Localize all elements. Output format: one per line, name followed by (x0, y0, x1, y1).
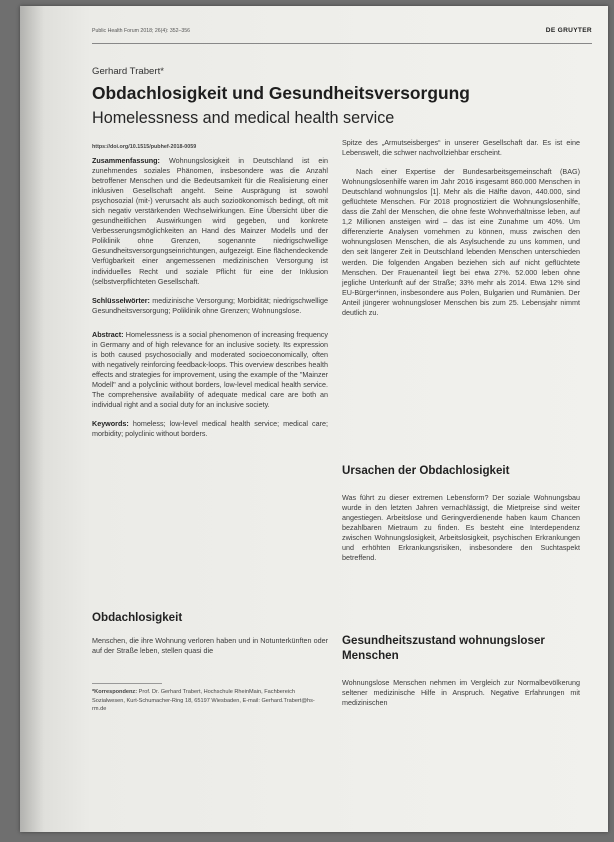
keywords-text: homeless; low-level medical health service; medical care; morbidity; polyclinic without borders. (92, 419, 329, 439)
section-heading-gesundheitszustand: Gesundheitszustand wohnungsloser Menschen (342, 634, 545, 662)
left-column (92, 156, 328, 448)
publisher-logo: DE GRUYTER (545, 27, 592, 34)
binding-shadow (20, 6, 44, 832)
keywords-paragraph (92, 419, 328, 439)
journal-page (20, 6, 608, 832)
journal-citation: Public Health Forum 2018; 26(4): 352–356 (92, 28, 191, 34)
title-german: Obdachlosigkeit und Gesundheitsversorgung (92, 83, 470, 103)
keywords-label: Keywords: (92, 419, 129, 429)
zusammenfassung-paragraph (92, 156, 328, 287)
schluesselwoerter-label: Schlüsselwörter: (92, 295, 150, 305)
intro-paragraph-1: Spitze des „Armutseisberges“ in unserer Gesellschaft dar. Es ist eine Lebenswelt, die schwer nachvollziehbar erscheint. (342, 138, 580, 158)
zusammenfassung-text: Wohnungslosigkeit in Deutschland ist ein zunehmendes soziales Phänomen, insbesondere was die Anzahl betroffener Menschen und die Bedeutsamkeit für die Realisierung einer inklusiven Gesellschaft angeht. Seine Ausprägung ist sowohl psychosozial (mit-) verursacht als auch sozioökonomisch bedingt, oft mit sich negativ verstärkenden Wechselwirkungen. Eine Übersicht über die gesundheitlichen Auswirkungen wird gegeben, und konkrete Verbesserungsmöglichkeiten an Hand des Mainzer Modells und der Poliklinik ohne Grenzen, sogenannte niedrigschwellige Gesundheitsversorgungseinrichtungen, aufgezeigt. Eine flächendeckende Verfügbarkeit einer angemessenen medizinischen Versorgung ist individuelles Recht und soziale Pflicht für eine der Inklusion (selbstverpflichteten Gesellschaft. (92, 156, 329, 286)
section-heading-ursachen: Ursachen der Obdachlosigkeit (342, 464, 510, 477)
title-english: Homelessness and medical health service (92, 109, 395, 127)
gesundheitszustand-text: Wohnungslose Menschen nehmen im Vergleich zur Normalbevölkerung seltener medizinische Hilfe in Anspruch. Negative Erfahrungen mit medizinischen (342, 678, 580, 708)
right-column (342, 138, 580, 327)
footnote-label: *Korrespondenz: (92, 689, 138, 695)
header-rule (92, 43, 592, 44)
footnote-rule (92, 683, 162, 684)
intro-paragraph-2: Nach einer Expertise der Bundesarbeitsgemeinschaft (BAG) Wohnungslosenhilfe waren im Jahr 2016 insgesamt 860.000 Menschen in Deutschland wohnungslos [1]. Mehr als die Hälfte davon, 440.000, sind geflüchtete Menschen. Für 2018 prognostiziert die Wohnungslosenhilfe, dass die Zahl der Menschen, die ohne feste Wohnverhältnisse leben, auf 1,2 Millionen ansteigen wird – das ist eine Zunahme um 40%. Um differenzierte Analysen vornehmen zu können, muss zwischen den wohnungslosen Menschen, die als Asylsuchende zu uns kommen, und den seit längerer Zeit in Deutschland lebenden Menschen unterschieden werden. Die folgenden Angaben beziehen sich auf nicht geflüchtete Menschen. Der Frauenanteil liegt bei etwa 27%. 52.000 leben ohne jegliche Unterkunft auf der Straße; 33% mehr als 2014. Etwa 12% sind EU-Bürger*innen, insbesondere aus Polen, Bulgarien und Rumänien. Der Anteil jüngerer wohnungsloser Menschen bis zum 25. Lebensjahr nimmt deutlich zu. (342, 167, 580, 317)
schluesselwoerter-text: medizinische Versorgung; Morbidität; niedrigschwellige Gesundheitsversorgung; Poliklinik ohne Grenzen; Wohnungslose. (92, 295, 328, 315)
abstract-paragraph (92, 330, 328, 410)
abstract-text: Homelessness is a social phenomenon of increasing frequency in Germany and of high relevance for an inclusive society. Its expression is both caused psychosocially and moderated socioeconomically, often with negatively reinforcing feedback-loops. This overview describes health effects and strategies for improvement, using the example of the "Mainzer Modell" and a polyclinic without borders, low-level medical health service. The comprehensive availability of adequate medical care are both an individual right and a social duty for an inclusive society. (92, 329, 328, 410)
obdachlosigkeit-text: Menschen, die ihre Wohnung verloren haben und in Notunterkünften oder auf der Straße leben, stellen quasi die (92, 636, 328, 656)
author-name: Gerhard Trabert* (92, 66, 164, 77)
running-head (92, 28, 592, 40)
ursachen-text: Was führt zu dieser extremen Lebensform? Der soziale Wohnungsbau wurde in den letzten Jahren vernachlässigt, die Mietpreise sind weiter angestiegen. Arbeitslose und Geringverdienende haben kaum Chancen bezahlbaren Mietraum zu finden. Es besteht eine Interdependenz zwischen Wohnungslosigkeit, Arbeitslosigkeit, psychischen Erkrankungen und erhöhten Erkrankungsrisiken, insbesondere den Suchtaspekt betreffend. (342, 493, 580, 563)
schluesselwoerter-paragraph (92, 296, 328, 316)
correspondence-footnote (92, 688, 328, 714)
doi-link[interactable]: https://doi.org/10.1515/pubhef-2018-0059 (92, 144, 197, 150)
zusammenfassung-label: Zusammenfassung: (92, 156, 160, 165)
footnote-text: Prof. Dr. Gerhard Trabert, Hochschule RheinMain, Fachbereich Sozialwesen, Kurt-Schumacher-Ring 18, 65197 Wiesbaden, E-mail: Gerhard.Trabert@hs-rm.de (92, 689, 315, 713)
section-heading-obdachlosigkeit: Obdachlosigkeit (92, 611, 183, 624)
abstract-label: Abstract: (92, 329, 124, 339)
